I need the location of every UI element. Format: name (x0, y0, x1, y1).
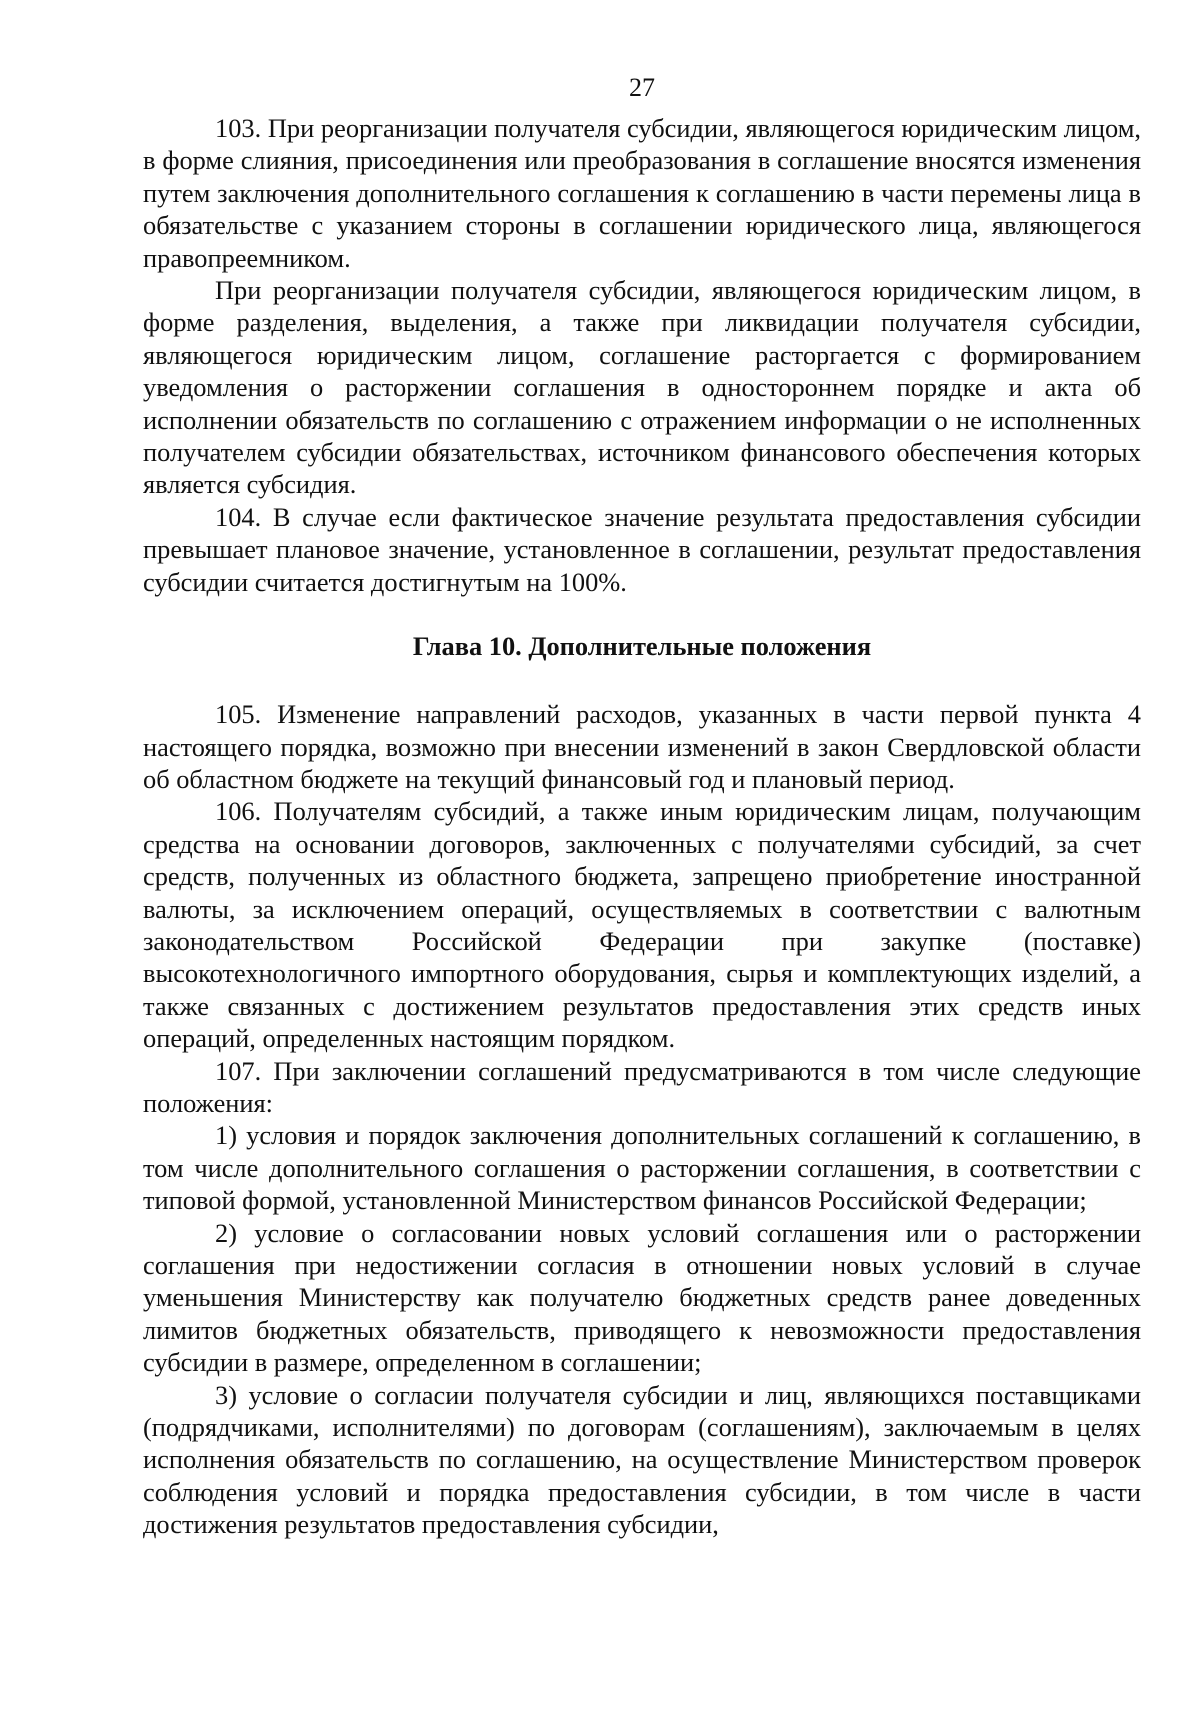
paragraph-107: 107. При заключении соглашений предусматриваются в том числе следующие положения: (143, 1055, 1141, 1118)
paragraph-103-reorganization: При реорганизации получателя субсидии, являющегося юридическим лицом, в форме разделения, выделения, а также при ликвидации получателя субсидии, являющегося юридическим лицом, соглашение расторгается с формированием уведомления о расторжении соглашения в одностороннем порядке и акта об исполнении обязательств по соглашению с отражением информации о не исполненных получателем субсидии обязательствах, источником финансового обеспечения которых является субсидия. (143, 275, 1141, 500)
page-number: 27 (629, 73, 655, 102)
document-page (143, 72, 1141, 1541)
paragraph-105: 105. Изменение направлений расходов, указанных в части первой пункта 4 настоящего порядка, возможно при внесении изменений в закон Свердловской области об областном бюджете на текущий финансовый год и плановый период. (143, 699, 1141, 794)
paragraph-106: 106. Получателям субсидий, а также иным юридическим лицам, получающим средства на основании договоров, заключенных с получателями субсидий, за счет средств, полученных из областного бюджета, запрещено приобретение иностранной валюты, за исключением операций, осуществляемых в соответствии с валютным законодательством Российской Федерации при закупке (поставке) высокотехнологичного импортного оборудования, сырья и комплектующих изделий, а также связанных с достижением результатов предоставления этих средств иных операций, определенных настоящим порядком. (143, 796, 1141, 1054)
paragraph-103: 103. При реорганизации получателя субсидии, являющегося юридическим лицом, в форме слияния, присоединения или преобразования в соглашение вносятся изменения путем заключения дополнительного соглашения к соглашению в части перемены лица в обязательстве с указанием стороны в соглашении юридического лица, являющегося правопреемником. (143, 113, 1141, 273)
chapter-title: Глава 10. Дополнительные положения (412, 631, 872, 662)
paragraph-104: 104. В случае если фактическое значение результата предоставления субсидии превышает плановое значение, установленное в соглашении, результат предоставления субсидии считается достигнутым на 100%. (143, 501, 1141, 597)
paragraph-107-item-2: 2) условие о согласовании новых условий соглашения или о расторжении соглашения при недостижении согласия в отношении новых условий в случае уменьшения Министерству как получателю бюджетных средств ранее доведенных лимитов бюджетных обязательств, приводящего к невозможности предоставления субсидии в размере, определенном в соглашении; (143, 1217, 1141, 1378)
paragraph-107-item-1: 1) условия и порядок заключения дополнительных соглашений к соглашению, в том числе дополнительного соглашения о расторжении соглашения, в соответствии с типовой формой, установленной Министерством финансов Российской Федерации; (143, 1120, 1141, 1216)
paragraph-107-item-3: 3) условие о согласии получателя субсидии и лиц, являющихся поставщиками (подрядчиками, исполнителями) по договорам (соглашениям), заключаемым в целях исполнения обязательств по соглашению, на осуществление Министерством проверок соблюдения условий и порядка предоставления субсидии, в том числе в части достижения результатов предоставления субсидии, (143, 1379, 1141, 1540)
